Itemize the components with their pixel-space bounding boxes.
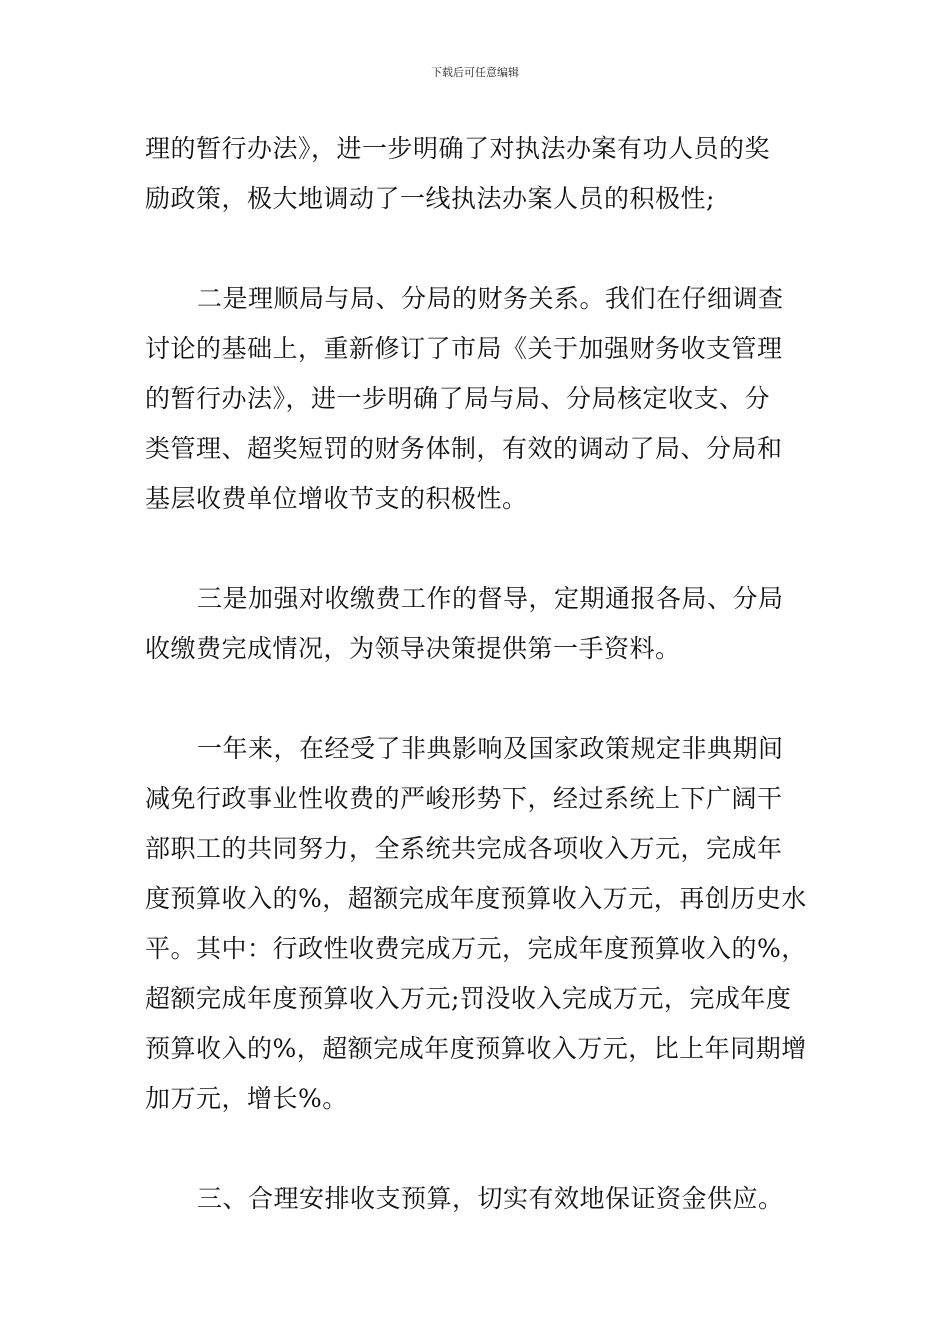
text-line: 收缴费完成情况，为领导决策提供第一手资料。 <box>145 634 681 663</box>
text-line: 讨论的基础上，重新修订了市局《关于加强财务收支管理 <box>145 334 783 363</box>
text-line: 类管理、超奖短罚的财务体制，有效的调动了局、分局和 <box>145 434 783 463</box>
text-line: 一年来，在经受了非典影响及国家政策规定非典期间 <box>197 734 784 763</box>
text-line: 预算收入的%，超额完成年度预算收入万元，比上年同期增 <box>145 1034 807 1063</box>
text-line: 三是加强对收缴费工作的督导，定期通报各局、分局 <box>197 584 784 613</box>
text-line: 加万元，增长%。 <box>145 1084 348 1113</box>
paragraph-2 <box>145 274 807 524</box>
text-line: 减免行政事业性收费的严峻形势下，经过系统上下广阔干 <box>145 784 783 813</box>
text-line: 平。其中：行政性收费完成万元，完成年度预算收入的%， <box>145 934 807 963</box>
page-header: 下载后可任意编辑 <box>431 66 519 79</box>
text-line: 励政策，极大地调动了一线执法办案人员的积极性; <box>145 184 715 213</box>
paragraph-1 <box>145 124 807 224</box>
text-line: 三、合理安排收支预算，切实有效地保证资金供应。 <box>197 1184 784 1213</box>
paragraph-3 <box>145 574 807 674</box>
text-line: 的暂行办法》，进一步明确了局与局、分局核定收支、分 <box>145 384 771 413</box>
text-line: 二是理顺局与局、分局的财务关系。我们在仔细调查 <box>197 284 784 313</box>
text-line: 超额完成年度预算收入万元;罚没收入完成万元，完成年度 <box>145 984 792 1013</box>
text-line: 度预算收入的%，超额完成年度预算收入万元，再创历史水 <box>145 884 807 913</box>
text-line: 部职工的共同努力，全系统共完成各项收入万元，完成年 <box>145 834 783 863</box>
paragraph-4 <box>145 724 807 1124</box>
paragraph-5-heading <box>145 1174 807 1224</box>
text-line: 基层收费单位增收节支的积极性。 <box>145 484 528 513</box>
text-line: 理的暂行办法》，进一步明确了对执法办案有功人员的奖 <box>145 134 771 163</box>
document-body <box>145 124 807 1224</box>
